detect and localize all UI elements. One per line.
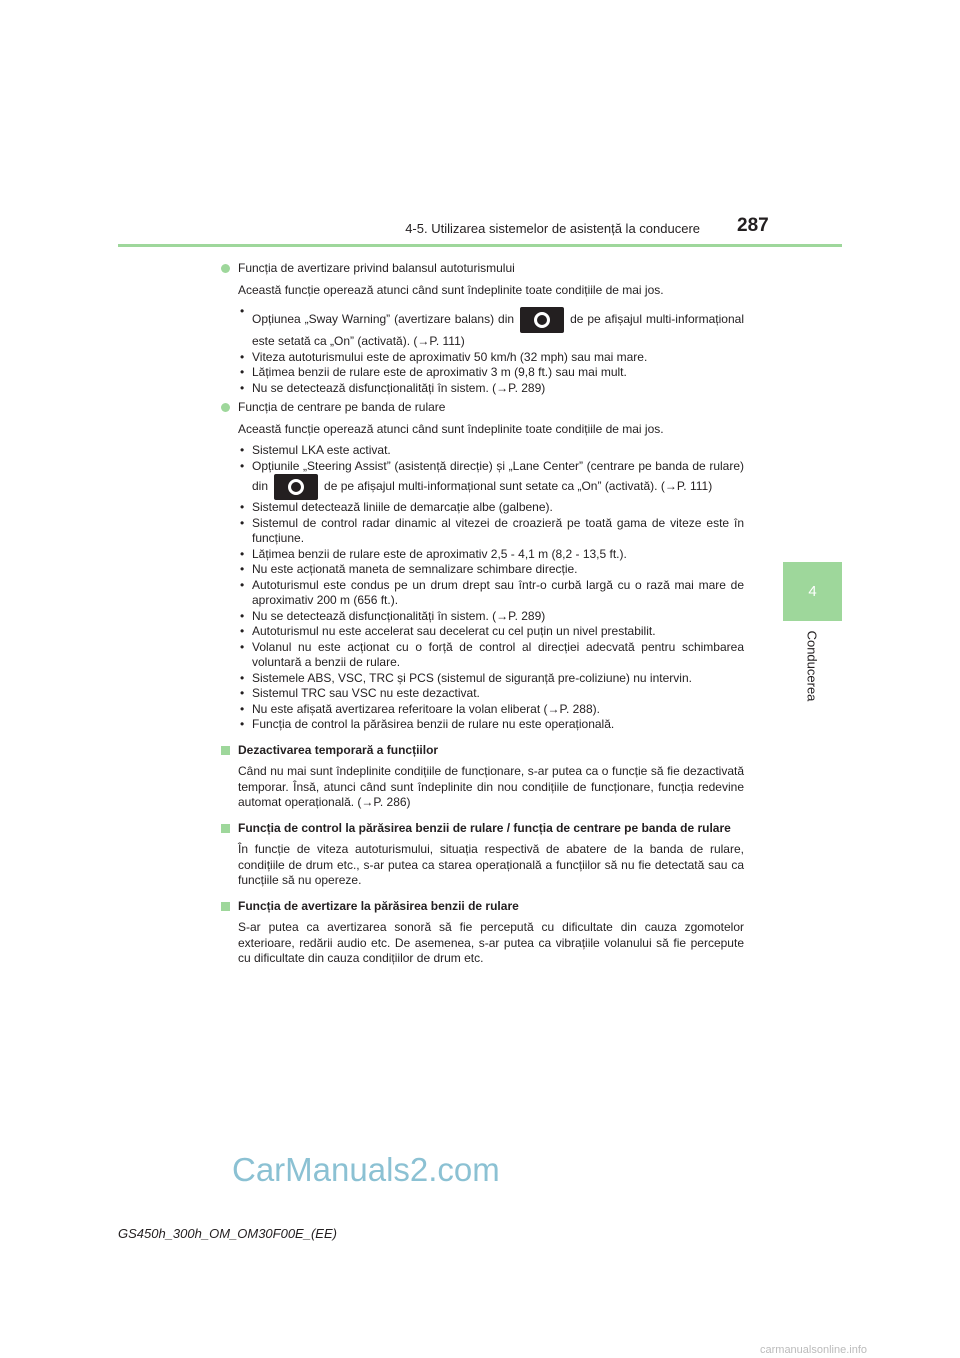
list-item xyxy=(238,304,744,350)
list-item: • Sistemul LKA este activat. xyxy=(238,443,744,459)
green-square-icon xyxy=(221,902,230,911)
header-rule xyxy=(118,244,842,247)
note-heading-text: Funcția de avertizare la părăsirea benzii de rulare xyxy=(238,898,519,913)
lane-center-heading xyxy=(222,400,744,416)
lane-center-conditions xyxy=(222,443,744,733)
watermark-logo: CarManuals2.com xyxy=(232,1151,500,1188)
note-body: Când nu mai sunt îndeplinite condițiile de funcționare, s-ar putea ca o funcție să fie dezactivată temporar. Însă, atunci când sunt îndeplinite din nou condițiile de funcționare, funcția redevine automat operațională. (→P. 286) xyxy=(238,764,744,809)
sway-conditions xyxy=(222,304,744,396)
note-heading xyxy=(222,899,744,915)
list-item: • Nu se detectează disfuncționalități în sistem. (→P. 289) xyxy=(238,381,744,397)
sway-option-text-a: Opțiunea „Sway Warning” (avertizare balans) din xyxy=(252,312,515,326)
chapter-number: 4 xyxy=(808,583,817,600)
chapter-tab xyxy=(783,562,842,621)
list-item xyxy=(238,459,744,501)
list-item: • Sistemul de control radar dinamic al vitezei de croazieră pe toată gama de viteze este în funcțiune. xyxy=(238,516,744,547)
note-heading xyxy=(222,821,744,837)
list-item: • Volanul nu este acționat cu o forță de control al direcției adecvată pentru schimbarea voluntară a benzii de rulare. xyxy=(238,640,744,671)
manual-code: GS450h_300h_OM_OM30F00E_(EE) xyxy=(118,1226,337,1241)
lane-center-option-text-a: Opțiunile „Steering Assist” (asistență direcție) și „Lane Center” (centrare pe banda de rulare) din xyxy=(252,458,744,494)
list-item: • Lățimea benzii de rulare este de aproximativ 3 m (9,8 ft.) sau mai mult. xyxy=(238,365,744,381)
sway-intro: Această funcție operează atunci când sunt îndeplinite toate condițiile de mai jos. xyxy=(238,282,664,297)
settings-gear-icon xyxy=(274,474,318,500)
chapter-label: Conducerea xyxy=(804,630,820,702)
list-item: • Sistemele ABS, VSC, TRC și PCS (sistemul de siguranță pre-coliziune) nu intervin. xyxy=(238,671,744,687)
lane-center-option-text-b: de pe afișajul multi-informațional sunt setate ca „On” (activată). (→P. 111) xyxy=(324,479,713,494)
page-content xyxy=(222,257,744,967)
green-square-icon xyxy=(221,746,230,755)
lane-center-intro: Această funcție operează atunci când sunt îndeplinite toate condițiile de mai jos. xyxy=(238,421,664,436)
sway-heading-text: Funcția de avertizare privind balansul autoturismului xyxy=(238,261,515,275)
note-heading-text: Dezactivarea temporară a funcțiilor xyxy=(238,742,439,757)
list-item: • Viteza autoturismului este de aproximativ 50 km/h (32 mph) sau mai mare. xyxy=(238,350,744,366)
list-item: • Sistemul detectează liniile de demarcație albe (galbene). xyxy=(238,500,744,516)
list-item: • Autoturismul nu este accelerat sau decelerat cu cel puțin un nivel prestabilit. xyxy=(238,624,744,640)
list-item: • Nu este acționată maneta de semnalizare schimbare direcție. xyxy=(238,562,744,578)
list-item: • Autoturismul este condus pe un drum drept sau într-o curbă largă cu o rază mai mare de aproximativ 200 m (656 ft.). xyxy=(238,578,744,609)
page-number: 287 xyxy=(737,215,769,236)
list-item: • Lățimea benzii de rulare este de aproximativ 2,5 - 4,1 m (8,2 - 13,5 ft.). xyxy=(238,547,744,563)
note-body: În funcție de viteza autoturismului, situația respectivă de abatere de la banda de rulare, condițiile de drum etc., s-ar putea ca starea operațională a funcțiilor să nu fie detectată sau ca funcțiile să nu opereze. xyxy=(238,842,744,887)
green-bullet-icon xyxy=(221,403,230,412)
source-watermark: carmanualsonline.info xyxy=(760,1344,868,1356)
note-heading xyxy=(222,743,744,759)
note-heading-text: Funcția de control la părăsirea benzii de rulare / funcția de centrare pe banda de rulare xyxy=(238,820,731,835)
list-item: • Sistemul TRC sau VSC nu este dezactivat. xyxy=(238,686,744,702)
list-item: • Nu este afișată avertizarea referitoare la volan eliberat (→P. 288). xyxy=(238,702,744,718)
list-item: • Nu se detectează disfuncționalități în sistem. (→P. 289) xyxy=(238,609,744,625)
green-bullet-icon xyxy=(221,264,230,273)
lane-center-heading-text: Funcția de centrare pe banda de rulare xyxy=(238,400,446,414)
note-body: S-ar putea ca avertizarea sonoră să fie percepută cu dificultate din cauza zgomotelor exterioare, redării audio etc. De asemenea, s-ar putea ca vibrațiile volanului să fie percepute cu dificultate din cauza condițiilor de drum etc. xyxy=(238,920,744,965)
green-square-icon xyxy=(221,824,230,833)
sway-option-text-b: de pe afișajul multi-informațional este setată ca „On” (activată). (→P. 111) xyxy=(252,312,744,348)
settings-gear-icon xyxy=(520,307,564,333)
list-item: • Funcția de control la părăsirea benzii de rulare nu este operațională. xyxy=(238,717,744,733)
sway-heading xyxy=(222,261,744,277)
section-title: 4-5. Utilizarea sistemelor de asistență la conducere xyxy=(405,221,700,236)
